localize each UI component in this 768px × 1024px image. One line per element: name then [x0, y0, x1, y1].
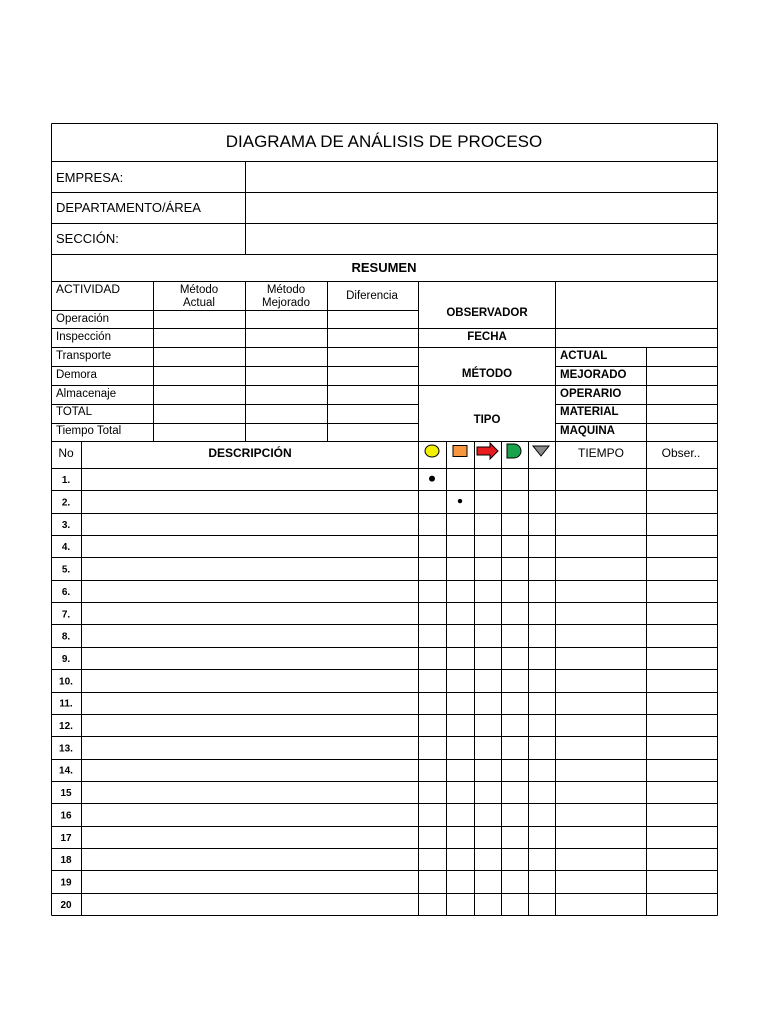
symbol-icons — [425, 443, 549, 503]
activity-label-5: TOTAL — [56, 406, 92, 418]
info-label-0: EMPRESA: — [56, 170, 124, 185]
row-number-19: 19 — [60, 877, 72, 889]
row-number-10: 10. — [59, 676, 73, 688]
description-header: DESCRIPCIÓN — [208, 446, 292, 460]
form-title: DIAGRAMA DE ANÁLISIS DE PROCESO — [225, 132, 543, 151]
row-number-9: 9. — [61, 653, 71, 665]
method-option-1: MEJORADO — [560, 369, 627, 381]
row-number-8: 8. — [61, 631, 71, 643]
difference-header: Diferencia — [346, 290, 398, 302]
row-number-13: 13. — [59, 743, 73, 755]
row-number-6: 6. — [61, 586, 71, 598]
row-number-14: 14. — [59, 765, 73, 777]
row-number-4: 4. — [61, 542, 71, 554]
form-text — [56, 132, 700, 911]
row-number-7: 7. — [61, 609, 71, 621]
type-option-2: MAQUINA — [560, 425, 615, 437]
type-option-0: OPERARIO — [560, 388, 622, 400]
activity-label-1: Inspección — [56, 331, 111, 343]
delay-icon — [507, 444, 521, 458]
time-header: TIEMPO — [577, 446, 625, 460]
transport-icon — [477, 443, 498, 459]
actual-method-header-2: Actual — [183, 297, 215, 309]
storage-icon — [533, 446, 549, 456]
summary-heading: RESUMEN — [351, 260, 417, 275]
activity-header: ACTIVIDAD — [56, 282, 121, 296]
row-number-5: 5. — [61, 564, 71, 576]
activity-label-6: Tiempo Total — [56, 425, 122, 437]
improved-method-header: Método — [266, 284, 306, 296]
observations-header: Obser.. — [661, 446, 701, 460]
inspection-icon — [453, 446, 467, 457]
row-mark-dot — [429, 476, 435, 482]
info-label-2: SECCIÓN: — [56, 231, 119, 246]
row-mark-dot — [458, 499, 462, 503]
observer-label: OBSERVADOR — [446, 307, 528, 319]
actual-method-header: Método — [179, 284, 219, 296]
row-number-12: 12. — [59, 721, 73, 733]
row-number-17: 17 — [60, 832, 72, 844]
no-header: No — [58, 446, 74, 460]
row-number-20: 20 — [60, 899, 72, 911]
activity-label-2: Transporte — [56, 350, 112, 362]
activity-label-4: Almacenaje — [56, 388, 117, 400]
row-number-1: 1. — [61, 475, 71, 487]
date-label: FECHA — [467, 331, 507, 343]
type-label: TIPO — [473, 414, 501, 426]
row-number-18: 18 — [60, 855, 72, 867]
type-option-1: MATERIAL — [560, 406, 619, 418]
grid-lines — [52, 124, 718, 916]
row-number-3: 3. — [61, 519, 71, 531]
info-label-1: DEPARTAMENTO/ÁREA — [56, 200, 201, 215]
row-number-2: 2. — [61, 497, 71, 509]
method-label: MÉTODO — [461, 368, 513, 380]
activity-label-0: Operación — [56, 313, 110, 325]
row-number-16: 16 — [60, 810, 72, 822]
row-number-15: 15 — [60, 788, 72, 800]
row-number-11: 11. — [59, 698, 73, 710]
method-option-0: ACTUAL — [560, 350, 608, 362]
improved-method-header-2: Mejorado — [262, 297, 310, 309]
operation-icon — [425, 445, 439, 457]
activity-label-3: Demora — [56, 369, 97, 381]
